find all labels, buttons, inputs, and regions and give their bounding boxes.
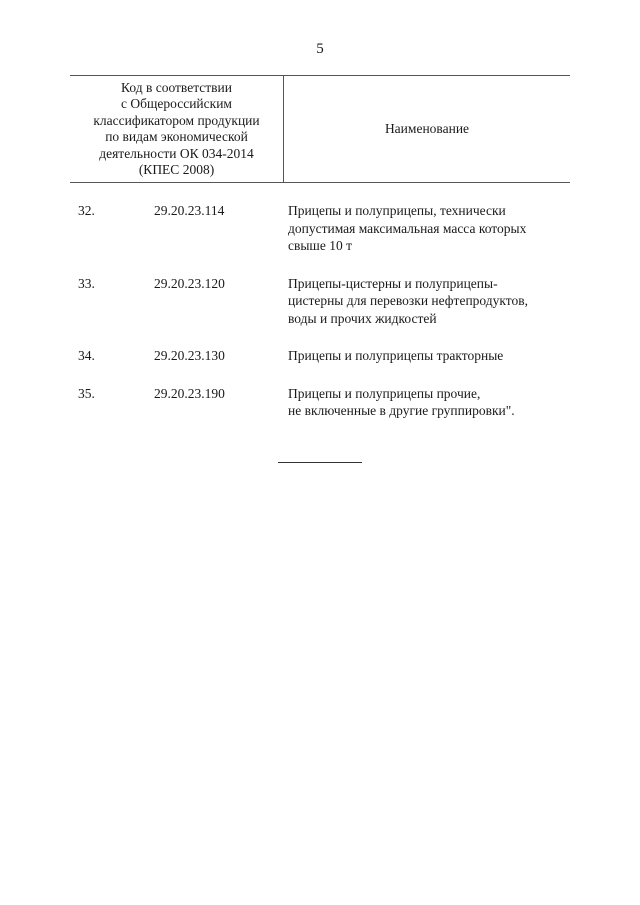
table-body [70, 202, 570, 420]
header-code-cell [70, 76, 283, 182]
table-header [70, 75, 570, 183]
row-number: 33. [78, 275, 95, 291]
row-number: 34. [78, 348, 95, 363]
row-name: Прицепы и полуприцепы тракторные [288, 348, 504, 363]
row-code: 29.20.23.114 [154, 203, 225, 218]
row-code: 29.20.23.120 [154, 275, 225, 291]
table-row [70, 275, 570, 328]
row-number: 32. [78, 203, 95, 218]
row-name: Прицепы и полуприцепы прочие, не включенные в другие группировки". [288, 385, 515, 418]
header-name-label: Наименование [384, 120, 470, 136]
end-of-document-line [278, 462, 362, 463]
header-code-label: Код в соответствии с Общероссийским классификатором продукции по видам экономической деятельности ОК 034-2014 (КПЕС 2008) [93, 79, 260, 177]
row-name: Прицепы и полуприцепы, технически допустимая максимальная масса которых свыше 10 т [288, 203, 527, 253]
row-code: 29.20.23.190 [154, 385, 225, 401]
row-code: 29.20.23.130 [154, 348, 225, 363]
table-row [70, 202, 570, 255]
row-name: Прицепы-цистерны и полуприцепы- цистерны для перевозки нефтепродуктов, воды и прочих жидкостей [288, 275, 529, 326]
table-row [70, 347, 570, 365]
page-number: 5 [316, 41, 324, 57]
table-row [70, 385, 570, 420]
classification-table [70, 75, 570, 420]
row-number: 35. [78, 385, 95, 401]
